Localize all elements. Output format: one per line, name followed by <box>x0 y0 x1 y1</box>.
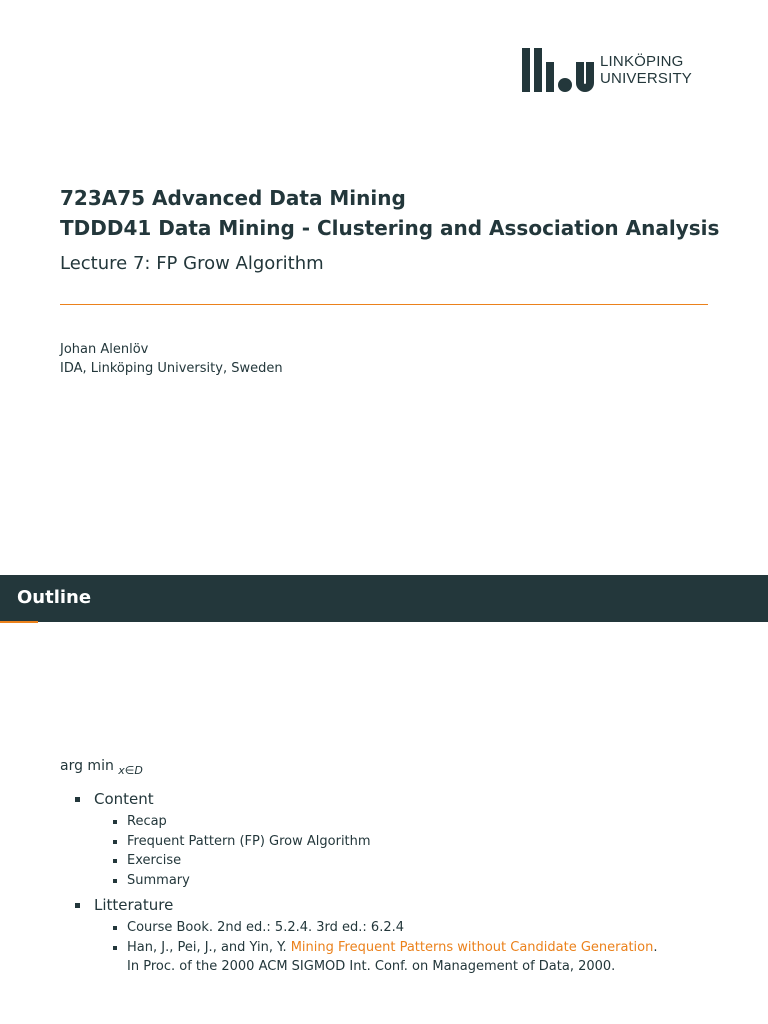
list-item-paper <box>94 938 740 977</box>
author-institute: IDA, Linköping University, Sweden <box>60 361 283 376</box>
frame-header <box>0 575 768 622</box>
title-divider <box>60 304 708 305</box>
literature-label: Litterature <box>94 896 174 914</box>
list-item-content <box>60 788 740 890</box>
list-item: Summary <box>94 871 740 891</box>
list-item: Exercise <box>94 851 740 871</box>
logo-line2: UNIVERSITY <box>600 70 693 87</box>
list-item: Frequent Pattern (FP) Grow Algorithm <box>94 832 740 852</box>
paper-authors: Han, J., Pei, J., and Yin, Y. <box>127 939 291 955</box>
content-label: Content <box>94 790 154 808</box>
list-item-literature <box>60 894 740 977</box>
liu-logo-text <box>600 53 692 87</box>
logo-line1: LINKÖPING <box>600 53 684 70</box>
literature-sublist <box>94 918 740 977</box>
content-sublist <box>94 812 740 890</box>
list-item-course-book: Course Book. 2nd ed.: 5.2.4. 3rd ed.: 6.2.4 <box>94 918 740 938</box>
math-subscript: x∈D <box>118 763 143 777</box>
liu-logo <box>522 48 692 92</box>
paper-venue: In Proc. of the 2000 ACM SIGMOD Int. Conf. on Management of Data, 2000. <box>127 959 616 974</box>
presentation-title <box>60 183 719 243</box>
progress-bar <box>0 621 38 623</box>
frame-title: Outline <box>17 587 92 608</box>
author-name: Johan Alenlöv <box>60 342 149 357</box>
paper-title-end: . <box>653 939 658 955</box>
math-operator: arg min <box>60 758 114 774</box>
title-line-1: 723A75 Advanced Data Mining <box>60 186 406 210</box>
outline-list <box>60 788 740 981</box>
liu-logo-mark <box>522 48 600 92</box>
outline-slide <box>0 575 768 1024</box>
paper-title-link[interactable]: Mining Frequent Patterns without Candidate Generation <box>290 939 654 955</box>
math-expression <box>60 758 143 777</box>
list-item: Recap <box>94 812 740 832</box>
lecture-subtitle: Lecture 7: FP Grow Algorithm <box>60 253 324 274</box>
title-line-2: TDDD41 Data Mining - Clustering and Association Analysis <box>60 216 720 240</box>
